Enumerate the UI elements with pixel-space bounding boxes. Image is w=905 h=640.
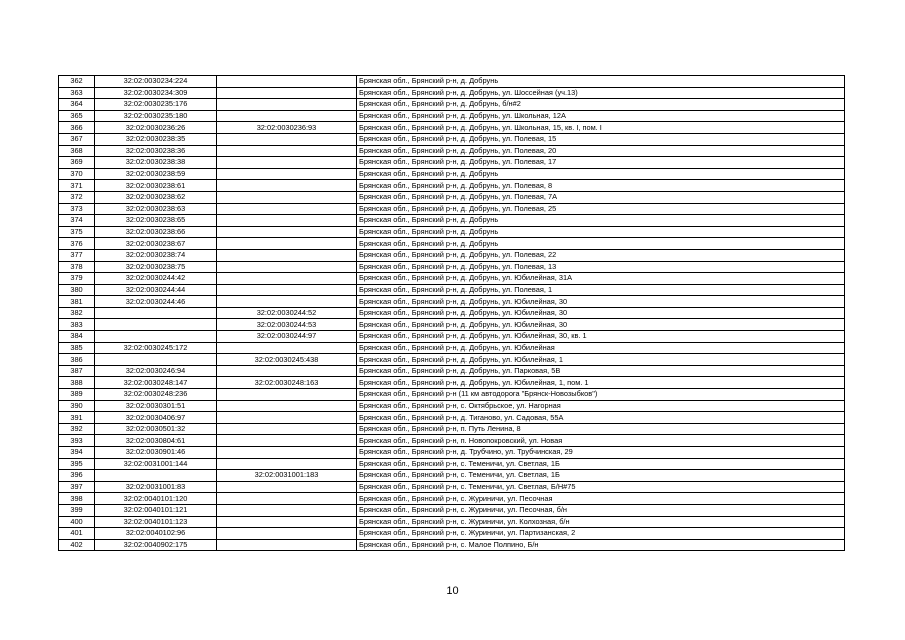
related-cadastral-number-cell (217, 447, 357, 459)
row-number-cell: 379 (59, 273, 95, 285)
table-row (59, 389, 845, 401)
cadastral-number-cell: 32:02:0031001:144 (95, 458, 217, 470)
address-cell: Брянская обл., Брянский р-н, д. Добрунь, ул. Школьная, 12А (357, 110, 845, 122)
cadastral-number-cell: 32:02:0030234:224 (95, 76, 217, 88)
row-number-cell: 378 (59, 261, 95, 273)
related-cadastral-number-cell (217, 516, 357, 528)
row-number-cell: 377 (59, 249, 95, 261)
parcel-table (58, 75, 845, 551)
cadastral-number-cell: 32:02:0030301:51 (95, 400, 217, 412)
page-number: 10 (446, 585, 459, 597)
table-row (59, 99, 845, 111)
row-number-cell: 382 (59, 307, 95, 319)
address-cell: Брянская обл., Брянский р-н, д. Добрунь, ул. Полевая, 20 (357, 145, 845, 157)
row-number-cell: 388 (59, 377, 95, 389)
address-cell: Брянская обл., Брянский р-н, д. Добрунь, ул. Полевая, 8 (357, 180, 845, 192)
address-cell: Брянская обл., Брянский р-н, д. Добрунь (357, 215, 845, 227)
cadastral-number-cell: 32:02:0030238:65 (95, 215, 217, 227)
table-row (59, 435, 845, 447)
table-row (59, 87, 845, 99)
cadastral-number-cell: 32:02:0030238:59 (95, 168, 217, 180)
address-cell: Брянская обл., Брянский р-н, д. Добрунь, ул. Юбилейная, 30 (357, 296, 845, 308)
table-row (59, 215, 845, 227)
table-row (59, 249, 845, 261)
cadastral-number-cell: 32:02:0030244:46 (95, 296, 217, 308)
table-row (59, 133, 845, 145)
row-number-cell: 372 (59, 191, 95, 203)
related-cadastral-number-cell (217, 145, 357, 157)
row-number-cell: 400 (59, 516, 95, 528)
address-cell: Брянская обл., Брянский р-н, д. Добрунь (357, 226, 845, 238)
related-cadastral-number-cell (217, 76, 357, 88)
related-cadastral-number-cell (217, 226, 357, 238)
cadastral-number-cell: 32:02:0030246:94 (95, 365, 217, 377)
related-cadastral-number-cell: 32:02:0030245:438 (217, 354, 357, 366)
address-cell: Брянская обл., Брянский р-н, д. Добрунь, ул. Юбилейная, 30 (357, 307, 845, 319)
table-row (59, 180, 845, 192)
related-cadastral-number-cell (217, 528, 357, 540)
cadastral-number-cell: 32:02:0040902:175 (95, 539, 217, 551)
cadastral-number-cell (95, 319, 217, 331)
address-cell: Брянская обл., Брянский р-н, с. Теменичи, ул. Светлая, 1Б (357, 458, 845, 470)
row-number-cell: 390 (59, 400, 95, 412)
row-number-cell: 381 (59, 296, 95, 308)
row-number-cell: 367 (59, 133, 95, 145)
row-number-cell: 391 (59, 412, 95, 424)
cadastral-number-cell: 32:02:0030238:35 (95, 133, 217, 145)
row-number-cell: 366 (59, 122, 95, 134)
cadastral-number-cell: 32:02:0030238:63 (95, 203, 217, 215)
table-row (59, 226, 845, 238)
row-number-cell: 394 (59, 447, 95, 459)
address-cell: Брянская обл., Брянский р-н, д. Добрунь, ул. Юбилейная, 31А (357, 273, 845, 285)
related-cadastral-number-cell (217, 423, 357, 435)
related-cadastral-number-cell (217, 400, 357, 412)
row-number-cell: 385 (59, 342, 95, 354)
address-cell: Брянская обл., Брянский р-н, д. Добрунь, ул. Полевая, 1 (357, 284, 845, 296)
related-cadastral-number-cell (217, 180, 357, 192)
related-cadastral-number-cell (217, 203, 357, 215)
address-cell: Брянская обл., Брянский р-н, д. Добрунь, ул. Полевая, 22 (357, 249, 845, 261)
related-cadastral-number-cell (217, 110, 357, 122)
row-number-cell: 402 (59, 539, 95, 551)
row-number-cell: 395 (59, 458, 95, 470)
address-cell: Брянская обл., Брянский р-н, д. Добрунь, б/н#2 (357, 99, 845, 111)
address-cell: Брянская обл., Брянский р-н, д. Добрунь, ул. Полевая, 7А (357, 191, 845, 203)
table-row (59, 168, 845, 180)
table-row (59, 423, 845, 435)
related-cadastral-number-cell: 32:02:0031001:183 (217, 470, 357, 482)
table-row (59, 528, 845, 540)
cadastral-number-cell: 32:02:0030238:66 (95, 226, 217, 238)
address-cell: Брянская обл., Брянский р-н, с. Теменичи, ул. Светлая, 1Б (357, 470, 845, 482)
cadastral-number-cell: 32:02:0030245:172 (95, 342, 217, 354)
cadastral-number-cell: 32:02:0030248:147 (95, 377, 217, 389)
address-cell: Брянская обл., Брянский р-н, д. Трубчино, ул. Трубчинская, 29 (357, 447, 845, 459)
address-cell: Брянская обл., Брянский р-н, д. Добрунь, ул. Парковая, 5В (357, 365, 845, 377)
related-cadastral-number-cell (217, 539, 357, 551)
table-row (59, 238, 845, 250)
row-number-cell: 401 (59, 528, 95, 540)
address-cell: Брянская обл., Брянский р-н, с. Теменичи, ул. Светлая, Б/Н#75 (357, 481, 845, 493)
related-cadastral-number-cell: 32:02:0030244:53 (217, 319, 357, 331)
table-row (59, 191, 845, 203)
cadastral-number-cell: 32:02:0030234:309 (95, 87, 217, 99)
address-cell: Брянская обл., Брянский р-н, д. Добрунь, ул. Полевая, 17 (357, 157, 845, 169)
cadastral-number-cell (95, 307, 217, 319)
cadastral-number-cell: 32:02:0030244:42 (95, 273, 217, 285)
related-cadastral-number-cell (217, 458, 357, 470)
cadastral-number-cell: 32:02:0030238:38 (95, 157, 217, 169)
cadastral-number-cell: 32:02:0030248:236 (95, 389, 217, 401)
cadastral-number-cell: 32:02:0030235:180 (95, 110, 217, 122)
address-cell: Брянская обл., Брянский р-н, д. Добрунь, ул. Юбилейная, 1, пом. 1 (357, 377, 845, 389)
row-number-cell: 375 (59, 226, 95, 238)
table-row (59, 493, 845, 505)
address-cell: Брянская обл., Брянский р-н, д. Добрунь, ул. Юбилейная (357, 342, 845, 354)
row-number-cell: 362 (59, 76, 95, 88)
table-row (59, 516, 845, 528)
table-row (59, 331, 845, 343)
row-number-cell: 398 (59, 493, 95, 505)
related-cadastral-number-cell: 32:02:0030248:163 (217, 377, 357, 389)
address-cell: Брянская обл., Брянский р-н, д. Добрунь, ул. Шоссейная (уч.13) (357, 87, 845, 99)
table-row (59, 145, 845, 157)
row-number-cell: 373 (59, 203, 95, 215)
row-number-cell: 399 (59, 504, 95, 516)
table-row (59, 307, 845, 319)
row-number-cell: 364 (59, 99, 95, 111)
table-row (59, 412, 845, 424)
address-cell: Брянская обл., Брянский р-н, с. Малое Полпино, Б/н (357, 539, 845, 551)
row-number-cell: 369 (59, 157, 95, 169)
address-cell: Брянская обл., Брянский р-н, д. Добрунь, ул. Полевая, 15 (357, 133, 845, 145)
cadastral-number-cell: 32:02:0030901:46 (95, 447, 217, 459)
related-cadastral-number-cell (217, 168, 357, 180)
address-cell: Брянская обл., Брянский р-н, с. Октябрьское, ул. Нагорная (357, 400, 845, 412)
cadastral-number-cell: 32:02:0030238:67 (95, 238, 217, 250)
related-cadastral-number-cell: 32:02:0030244:52 (217, 307, 357, 319)
address-cell: Брянская обл., Брянский р-н, д. Добрунь (357, 76, 845, 88)
row-number-cell: 380 (59, 284, 95, 296)
cadastral-number-cell: 32:02:0030804:61 (95, 435, 217, 447)
address-cell: Брянская обл., Брянский р-н, с. Журиничи, ул. Песочная, б/н (357, 504, 845, 516)
row-number-cell: 363 (59, 87, 95, 99)
related-cadastral-number-cell (217, 389, 357, 401)
related-cadastral-number-cell (217, 87, 357, 99)
cadastral-number-cell: 32:02:0031001:83 (95, 481, 217, 493)
related-cadastral-number-cell (217, 365, 357, 377)
address-cell: Брянская обл., Брянский р-н, д. Тиганово, ул. Садовая, 55А (357, 412, 845, 424)
address-cell: Брянская обл., Брянский р-н, с. Журиничи, ул. Песочная (357, 493, 845, 505)
cadastral-number-cell: 32:02:0030406:97 (95, 412, 217, 424)
related-cadastral-number-cell (217, 249, 357, 261)
cadastral-number-cell: 32:02:0030235:176 (95, 99, 217, 111)
cadastral-number-cell: 32:02:0040101:121 (95, 504, 217, 516)
address-cell: Брянская обл., Брянский р-н, д. Добрунь, ул. Юбилейная, 30 (357, 319, 845, 331)
cadastral-number-cell: 32:02:0030238:75 (95, 261, 217, 273)
address-cell: Брянская обл., Брянский р-н (11 км автодорога "Брянск-Новозыбков") (357, 389, 845, 401)
address-cell: Брянская обл., Брянский р-н, д. Добрунь, ул. Юбилейная, 30, кв. 1 (357, 331, 845, 343)
cadastral-number-cell: 32:02:0030236:26 (95, 122, 217, 134)
address-cell: Брянская обл., Брянский р-н, с. Журиничи, ул. Партизанская, 2 (357, 528, 845, 540)
cadastral-number-cell: 32:02:0030244:44 (95, 284, 217, 296)
related-cadastral-number-cell (217, 342, 357, 354)
row-number-cell: 386 (59, 354, 95, 366)
row-number-cell: 387 (59, 365, 95, 377)
table-row (59, 296, 845, 308)
parcel-table-body (59, 76, 845, 551)
row-number-cell: 392 (59, 423, 95, 435)
related-cadastral-number-cell (217, 133, 357, 145)
address-cell: Брянская обл., Брянский р-н, д. Добрунь, ул. Школьная, 15, кв. I, пом. I (357, 122, 845, 134)
table-row (59, 319, 845, 331)
row-number-cell: 370 (59, 168, 95, 180)
cadastral-number-cell (95, 470, 217, 482)
row-number-cell: 397 (59, 481, 95, 493)
related-cadastral-number-cell (217, 215, 357, 227)
table-row (59, 481, 845, 493)
address-cell: Брянская обл., Брянский р-н, д. Добрунь, ул. Юбилейная, 1 (357, 354, 845, 366)
related-cadastral-number-cell (217, 261, 357, 273)
table-row (59, 458, 845, 470)
table-row (59, 203, 845, 215)
cadastral-number-cell: 32:02:0030238:61 (95, 180, 217, 192)
related-cadastral-number-cell: 32:02:0030244:97 (217, 331, 357, 343)
related-cadastral-number-cell (217, 284, 357, 296)
related-cadastral-number-cell (217, 296, 357, 308)
address-cell: Брянская обл., Брянский р-н, с. Журиничи, ул. Колхозная, б/н (357, 516, 845, 528)
table-row (59, 284, 845, 296)
address-cell: Брянская обл., Брянский р-н, п. Путь Ленина, 8 (357, 423, 845, 435)
table-row (59, 157, 845, 169)
address-cell: Брянская обл., Брянский р-н, д. Добрунь, ул. Полевая, 25 (357, 203, 845, 215)
table-row (59, 122, 845, 134)
related-cadastral-number-cell (217, 99, 357, 111)
cadastral-number-cell (95, 354, 217, 366)
cadastral-number-cell: 32:02:0030238:74 (95, 249, 217, 261)
table-row (59, 273, 845, 285)
cadastral-number-cell (95, 331, 217, 343)
row-number-cell: 365 (59, 110, 95, 122)
cadastral-number-cell: 32:02:0030501:32 (95, 423, 217, 435)
address-cell: Брянская обл., Брянский р-н, д. Добрунь (357, 168, 845, 180)
related-cadastral-number-cell (217, 481, 357, 493)
table-row (59, 365, 845, 377)
table-row (59, 342, 845, 354)
cadastral-number-cell: 32:02:0040101:120 (95, 493, 217, 505)
address-cell: Брянская обл., Брянский р-н, п. Новопокровский, ул. Новая (357, 435, 845, 447)
related-cadastral-number-cell (217, 238, 357, 250)
table-row (59, 261, 845, 273)
cadastral-number-cell: 32:02:0030238:36 (95, 145, 217, 157)
table-row (59, 504, 845, 516)
related-cadastral-number-cell (217, 493, 357, 505)
related-cadastral-number-cell (217, 191, 357, 203)
table-row (59, 354, 845, 366)
related-cadastral-number-cell (217, 273, 357, 285)
row-number-cell: 374 (59, 215, 95, 227)
row-number-cell: 393 (59, 435, 95, 447)
row-number-cell: 371 (59, 180, 95, 192)
related-cadastral-number-cell (217, 435, 357, 447)
row-number-cell: 383 (59, 319, 95, 331)
table-row (59, 470, 845, 482)
address-cell: Брянская обл., Брянский р-н, д. Добрунь (357, 238, 845, 250)
related-cadastral-number-cell (217, 504, 357, 516)
table-row (59, 76, 845, 88)
table-row (59, 110, 845, 122)
related-cadastral-number-cell (217, 412, 357, 424)
related-cadastral-number-cell: 32:02:0030236:93 (217, 122, 357, 134)
table-row (59, 377, 845, 389)
table-row (59, 539, 845, 551)
table-row (59, 400, 845, 412)
cadastral-number-cell: 32:02:0030238:62 (95, 191, 217, 203)
row-number-cell: 376 (59, 238, 95, 250)
row-number-cell: 368 (59, 145, 95, 157)
row-number-cell: 384 (59, 331, 95, 343)
related-cadastral-number-cell (217, 157, 357, 169)
row-number-cell: 396 (59, 470, 95, 482)
cadastral-number-cell: 32:02:0040102:96 (95, 528, 217, 540)
row-number-cell: 389 (59, 389, 95, 401)
address-cell: Брянская обл., Брянский р-н, д. Добрунь, ул. Полевая, 13 (357, 261, 845, 273)
cadastral-number-cell: 32:02:0040101:123 (95, 516, 217, 528)
table-row (59, 447, 845, 459)
